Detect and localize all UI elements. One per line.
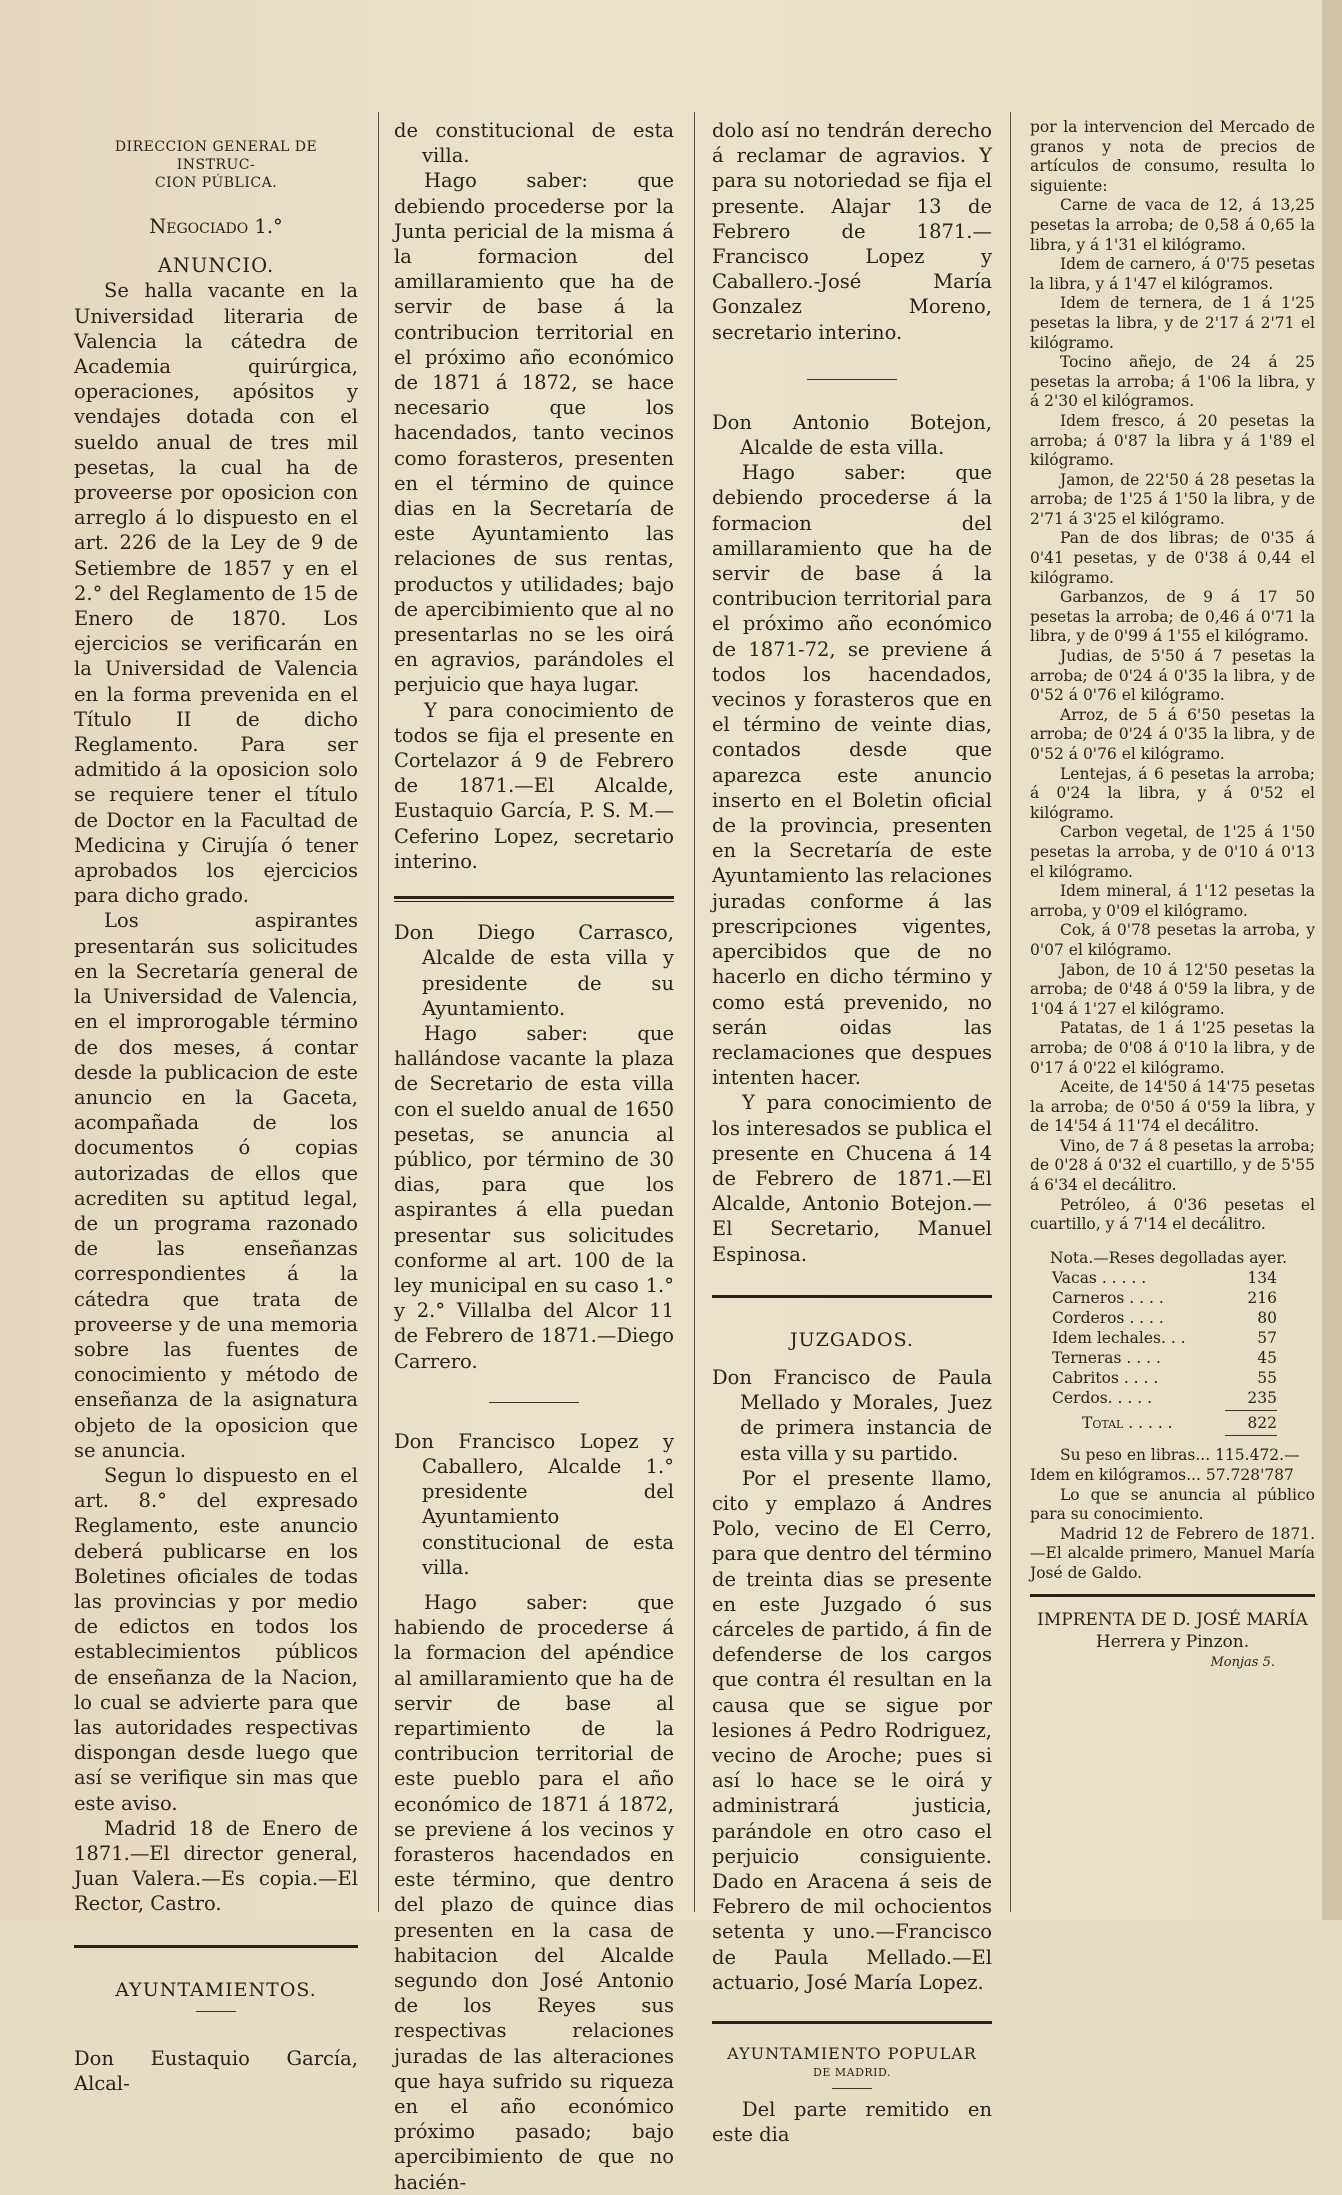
column-3 bbox=[712, 118, 992, 2147]
note-title: Nota.—Reses degolladas ayer. bbox=[1050, 1248, 1287, 1267]
section-rule bbox=[712, 1295, 992, 1298]
paragraph: por la intervencion del Mercado de granos y nota de precios de artículos de consumo, resulta lo siguiente: bbox=[1030, 118, 1315, 195]
heading-line: DIRECCION GENERAL DE INSTRUC- bbox=[114, 139, 318, 173]
notice-heading: Don Diego Carrasco, Alcalde de esta villa y presidente de su Ayuntamiento. bbox=[394, 921, 674, 1020]
paragraph: Hago saber: que hallándose vacante la plaza de Secretario de esta villa con el sueldo anual de 1650 pesetas, se anuncia al público, por término de 30 dias, para que los aspirantes á ella puedan presentar sus solicitudes conforme al art. 100 de la ley municipal en su caso 1.° y 2.° Villalba del Alcor 11 de Febrero de 1871.—Diego Carrero. bbox=[394, 1021, 674, 1373]
tally-row: Cabritos . . . . 55 bbox=[1052, 1369, 1277, 1388]
section-heading: JUZGADOS. bbox=[790, 1328, 914, 1351]
short-rule bbox=[832, 2088, 872, 2089]
price-item: Arroz, de 5 á 6'50 pesetas la arroba; de 0'24 á 0'35 la libra, y de 0'52 á 0'76 el kilógramo. bbox=[1030, 705, 1315, 763]
paragraph: Los aspirantes presentarán sus solicitudes en la Secretaría general de la Universidad de Valencia, en el improrogable término de dos meses, á contar desde la publicacion de este anuncio en la Gaceta, acompañada de los documentos ó copias autorizadas de ellos que acrediten su aptitud legal, de un programa razonado de las enseñanzas correspondientes á la cátedra que trata de proveerse y de una memoria sobre las fuentes de conocimiento y método de enseñanza de la asignatura objeto de la oposicion que se anuncia. bbox=[74, 909, 358, 1462]
price-item: Jabon, de 10 á 12'50 pesetas la arroba; de 0'48 á 0'59 la libra, y de 1'04 á 1'27 el kilógramo. bbox=[1030, 960, 1315, 1018]
column-rule bbox=[1010, 112, 1011, 1912]
paragraph: dolo así no tendrán derecho á reclamar de agravios. Y para su notoriedad se fija el presente. Alajar 13 de Febrero de 1871.—Francisco Lopez y Caballero.-José María Gonzalez Moreno, secretario interino. bbox=[712, 119, 992, 344]
tally-row: Carneros . . . . 216 bbox=[1052, 1289, 1277, 1308]
page-edge bbox=[1322, 0, 1342, 1920]
price-item: Lentejas, á 6 pesetas la arroba; á 0'24 la libra, y á 0'52 el kilógramo. bbox=[1030, 764, 1315, 822]
paragraph: Del parte remitido en este dia bbox=[712, 2098, 992, 2147]
tally-row: Vacas . . . . . 134 bbox=[1052, 1269, 1277, 1288]
column-2 bbox=[394, 118, 674, 2195]
price-item: Garbanzos, de 9 á 17 50 pesetas la arroba; de 0,46 á 0'71 la libra, y de 0'99 á 1'55 el kilógramo. bbox=[1030, 588, 1315, 646]
paragraph: Y para conocimiento de los interesados se publica el presente en Chucena á 14 de Febrero de 1871.—El Alcalde, Antonio Botejon.—El Secretario, Manuel Espinosa. bbox=[712, 1091, 992, 1266]
section-rule bbox=[712, 2021, 992, 2024]
section-heading: AYUNTAMIENTOS. bbox=[115, 1978, 317, 2001]
price-item: Carbon vegetal, de 1'25 á 1'50 pesetas la arroba, y de 0'10 á 0'13 el kilógramo. bbox=[1030, 823, 1315, 881]
notice-heading: Don Francisco Lopez y Caballero, Alcalde 1.° presidente del Ayuntamiento constitucional de esta villa. bbox=[394, 1429, 674, 1579]
paragraph: Segun lo dispuesto en el art. 8.° del expresado Reglamento, este anuncio deberá publicarse en los Boletines oficiales de todas las provincias y por medio de edictos en todos los establecimientos públicos de enseñanza de la Nacion, lo cual se advierte para que las autoridades respectivas dispongan desde luego que así se verifique sin mas que este aviso. bbox=[74, 1463, 358, 1815]
short-rule bbox=[807, 379, 897, 380]
tally-rule bbox=[1225, 1435, 1277, 1436]
price-item: Jamon, de 22'50 á 28 pesetas la arroba; de 1'25 á 1'50 la libra, y de 2'71 á 3'25 el kilógramo. bbox=[1030, 470, 1315, 528]
tally-row: Idem lechales. . . 57 bbox=[1052, 1329, 1277, 1348]
price-item: Idem fresco, á 20 pesetas la arroba; á 0'87 la libra y á 1'89 el kilógramo. bbox=[1030, 411, 1315, 470]
section-rule bbox=[74, 1945, 358, 1948]
paragraph: Madrid 18 de Enero de 1871.—El director general, Juan Valera.—Es copia.—El Rector, Castro. bbox=[74, 1816, 358, 1916]
paragraph: de constitucional de esta villa. bbox=[394, 119, 674, 168]
paragraph: Hago saber: que debiendo procederse á la formacion del amillaramiento que ha de servir de base á la contribucion territorial para el próximo año económico de 1871-72, se previene á todos los hacendados, vecinos y forasteros que en el término de veinte dias, contados desde que aparezca este anuncio inserto en el Boletin oficial de la provincia, presenten en la Secretaría de este Ayuntamiento las relaciones juradas conforme á las prescripciones vigentes, apercibidos que de no hacerlo en dicho término y como está prevenido, no serán oidas las reclamaciones que despues intenten hacer. bbox=[712, 461, 992, 1090]
price-item: Petróleo, á 0'36 pesetas el cuartillo, y á 7'14 el decálitro. bbox=[1030, 1195, 1315, 1234]
paragraph: Lo que se anuncia al público para su conocimiento. bbox=[1030, 1485, 1315, 1524]
column-4 bbox=[1030, 118, 1315, 1672]
price-item: Cok, á 0'78 pesetas la arroba, y 0'07 el kilógramo. bbox=[1030, 921, 1315, 959]
paragraph: Se halla vacante en la Universidad literaria de Valencia la cátedra de Academia quirúrgica, operaciones, apósitos y vendajes dotada con el sueldo anual de tres mil pesetas, la cual ha de proveerse por oposicion con arreglo á lo dispuesto en el art. 226 de la Ley de 9 de Setiembre de 1857 y en el 2.° del Reglamento de 15 de Enero de 1870. Los ejercicios se verificarán en la Universidad de Valencia en la forma prevenida en el Título II de dicho Reglamento. Para ser admitido á la oposicion solo se requiere tener el título de Doctor en la Facultad de Medicina y Cirujía ó tener aprobados los ejercicios para dicho grado. bbox=[74, 279, 358, 908]
heading-line: CION PÚBLICA. bbox=[154, 175, 278, 191]
notice-heading: Don Francisco de Paula Mellado y Morales, Juez de primera instancia de esta villa y su partido. bbox=[712, 1365, 992, 1465]
short-rule bbox=[196, 2011, 236, 2012]
price-item: Idem mineral, á 1'12 pesetas la arroba, y 0'09 el kilógramo. bbox=[1030, 882, 1315, 920]
section-rule bbox=[394, 896, 674, 902]
slaughter-tally bbox=[1052, 1268, 1277, 1438]
tally-total: Total . . . . . 822 bbox=[1082, 1414, 1277, 1433]
paragraph: Don Eustaquio García, Alcal- bbox=[74, 2046, 358, 2096]
short-rule bbox=[489, 1402, 579, 1403]
price-item: Pan de dos libras; de 0'35 á 0'41 pesetas, y de 0'38 á 0,44 el kilógramo. bbox=[1030, 529, 1315, 587]
price-item: Aceite, de 14'50 á 14'75 pesetas la arroba; de 0'50 á 0'59 la libra, y de 14'54 á 11'74 el decálitro. bbox=[1030, 1078, 1315, 1136]
notice-heading: Don Antonio Botejon, Alcalde de esta villa. bbox=[712, 410, 992, 460]
article-title: ANUNCIO. bbox=[157, 254, 275, 278]
price-item: Carne de vaca de 12, á 13,25 pesetas la arroba; de 0,58 á 0,65 la libra, y á 1'31 el kilógramo. bbox=[1030, 196, 1315, 254]
price-item: Idem de carnero, á 0'75 pesetas la libra, y á 1'47 el kilógramos. bbox=[1030, 255, 1315, 293]
paragraph: Hago saber: que debiendo procederse por la Junta pericial de la misma á la formacion del amillaramiento que ha de servir de base á la contribucion territorial en el próximo año económico de 1871 á 1872, se hace necesario que los hacendados, tanto vecinos como forasteros, presenten en el término de quince dias en la Secretaría de este Ayuntamiento las relaciones de sus rentas, productos y utilidades; bajo de apercibimiento que al no presentarlas no se les oirá en agravios, parándoles el perjuicio que haya lugar. bbox=[394, 169, 674, 697]
price-item: Patatas, de 1 á 1'25 pesetas la arroba; de 0'08 á 0'10 la libra, y de 0'17 á 0'22 el kilógramo. bbox=[1030, 1019, 1315, 1077]
tally-row: Corderos . . . . 80 bbox=[1052, 1309, 1277, 1328]
section-label: Negociado 1.° bbox=[149, 215, 283, 238]
section-rule bbox=[1030, 1594, 1315, 1597]
weight-line: Idem en kilógramos... 57.728'787 bbox=[1030, 1466, 1294, 1485]
printer-address: Monjas 5. bbox=[1210, 1654, 1275, 1670]
price-item: Judias, de 5'50 á 7 pesetas la arroba; de 0'24 á 0'35 la libra, y de 0'52 á 0'76 el kilógramo. bbox=[1030, 647, 1315, 705]
section-heading: AYUNTAMIENTO POPULAR bbox=[727, 2044, 977, 2064]
tally-row: Cerdos. . . . . 235 bbox=[1052, 1389, 1277, 1408]
tally-rule bbox=[1225, 1410, 1277, 1411]
price-item: Idem de ternera, de 1 á 1'25 pesetas la libra, y de 2'17 á 2'71 el kilógramo. bbox=[1030, 294, 1315, 352]
paragraph: Y para conocimiento de todos se fija el presente en Cortelazor á 9 de Febrero de 1871.—El Alcalde, Eustaquio García, P. S. M.—Ceferino Lopez, secretario interino. bbox=[394, 698, 674, 873]
price-item: Vino, de 7 á 8 pesetas la arroba; de 0'28 á 0'32 el cuartillo, y de 5'55 á 6'34 el decálitro. bbox=[1030, 1136, 1315, 1195]
tally-row: Terneras . . . . 45 bbox=[1052, 1349, 1277, 1368]
signature: Madrid 12 de Febrero de 1871. —El alcalde primero, Manuel María José de Galdo. bbox=[1030, 1524, 1315, 1582]
weight-line: Su peso en libras... 115.472.— bbox=[1060, 1446, 1300, 1465]
printer-imprint: IMPRENTA DE D. JOSÉ MARÍA Herrera y Pinzon. bbox=[1037, 1609, 1308, 1652]
paragraph: Por el presente llamo, cito y emplazo á Andres Polo, vecino de El Cerro, para que dentro del término de treinta dias se presente en este Juzgado ó sus cárceles de partido, á fin de defenderse de los cargos que contra él resultan en la causa que se sigue por lesiones á Pedro Rodriguez, vecino de Aroche; pues si así lo hace se le oirá y administrará justicia, parándole en otro caso el perjuicio consiguiente. Dado en Aracena á seis de Febrero de mil ochocientos setenta y uno.—Francisco de Paula Mellado.—El actuario, José María Lopez. bbox=[712, 1466, 992, 1994]
section-subheading: DE MADRID. bbox=[813, 2066, 891, 2080]
paragraph: Hago saber: que habiendo de procederse á la formacion del apéndice al amillaramiento que ha de servir de base al repartimiento de la contribucion territorial de este pueblo para el año económico de 1871 á 1872, se previene á los vecinos y forasteros hacendados en este término, que dentro del plazo de quince dias presenten en la casa de habitacion del Alcalde segundo don José Antonio de los Reyes sus respectivas relaciones juradas de las alteraciones que haya sufrido su riqueza en el año económico próximo pasado; bajo apercibimiento de que no hacién- bbox=[394, 1590, 674, 2194]
column-rule bbox=[694, 112, 695, 1912]
price-item: Tocino añejo, de 24 á 25 pesetas la arroba; á 1'06 la libra, y á 2'30 el kilógramos. bbox=[1030, 353, 1315, 411]
column-1 bbox=[74, 138, 358, 2096]
column-rule bbox=[378, 112, 379, 1912]
